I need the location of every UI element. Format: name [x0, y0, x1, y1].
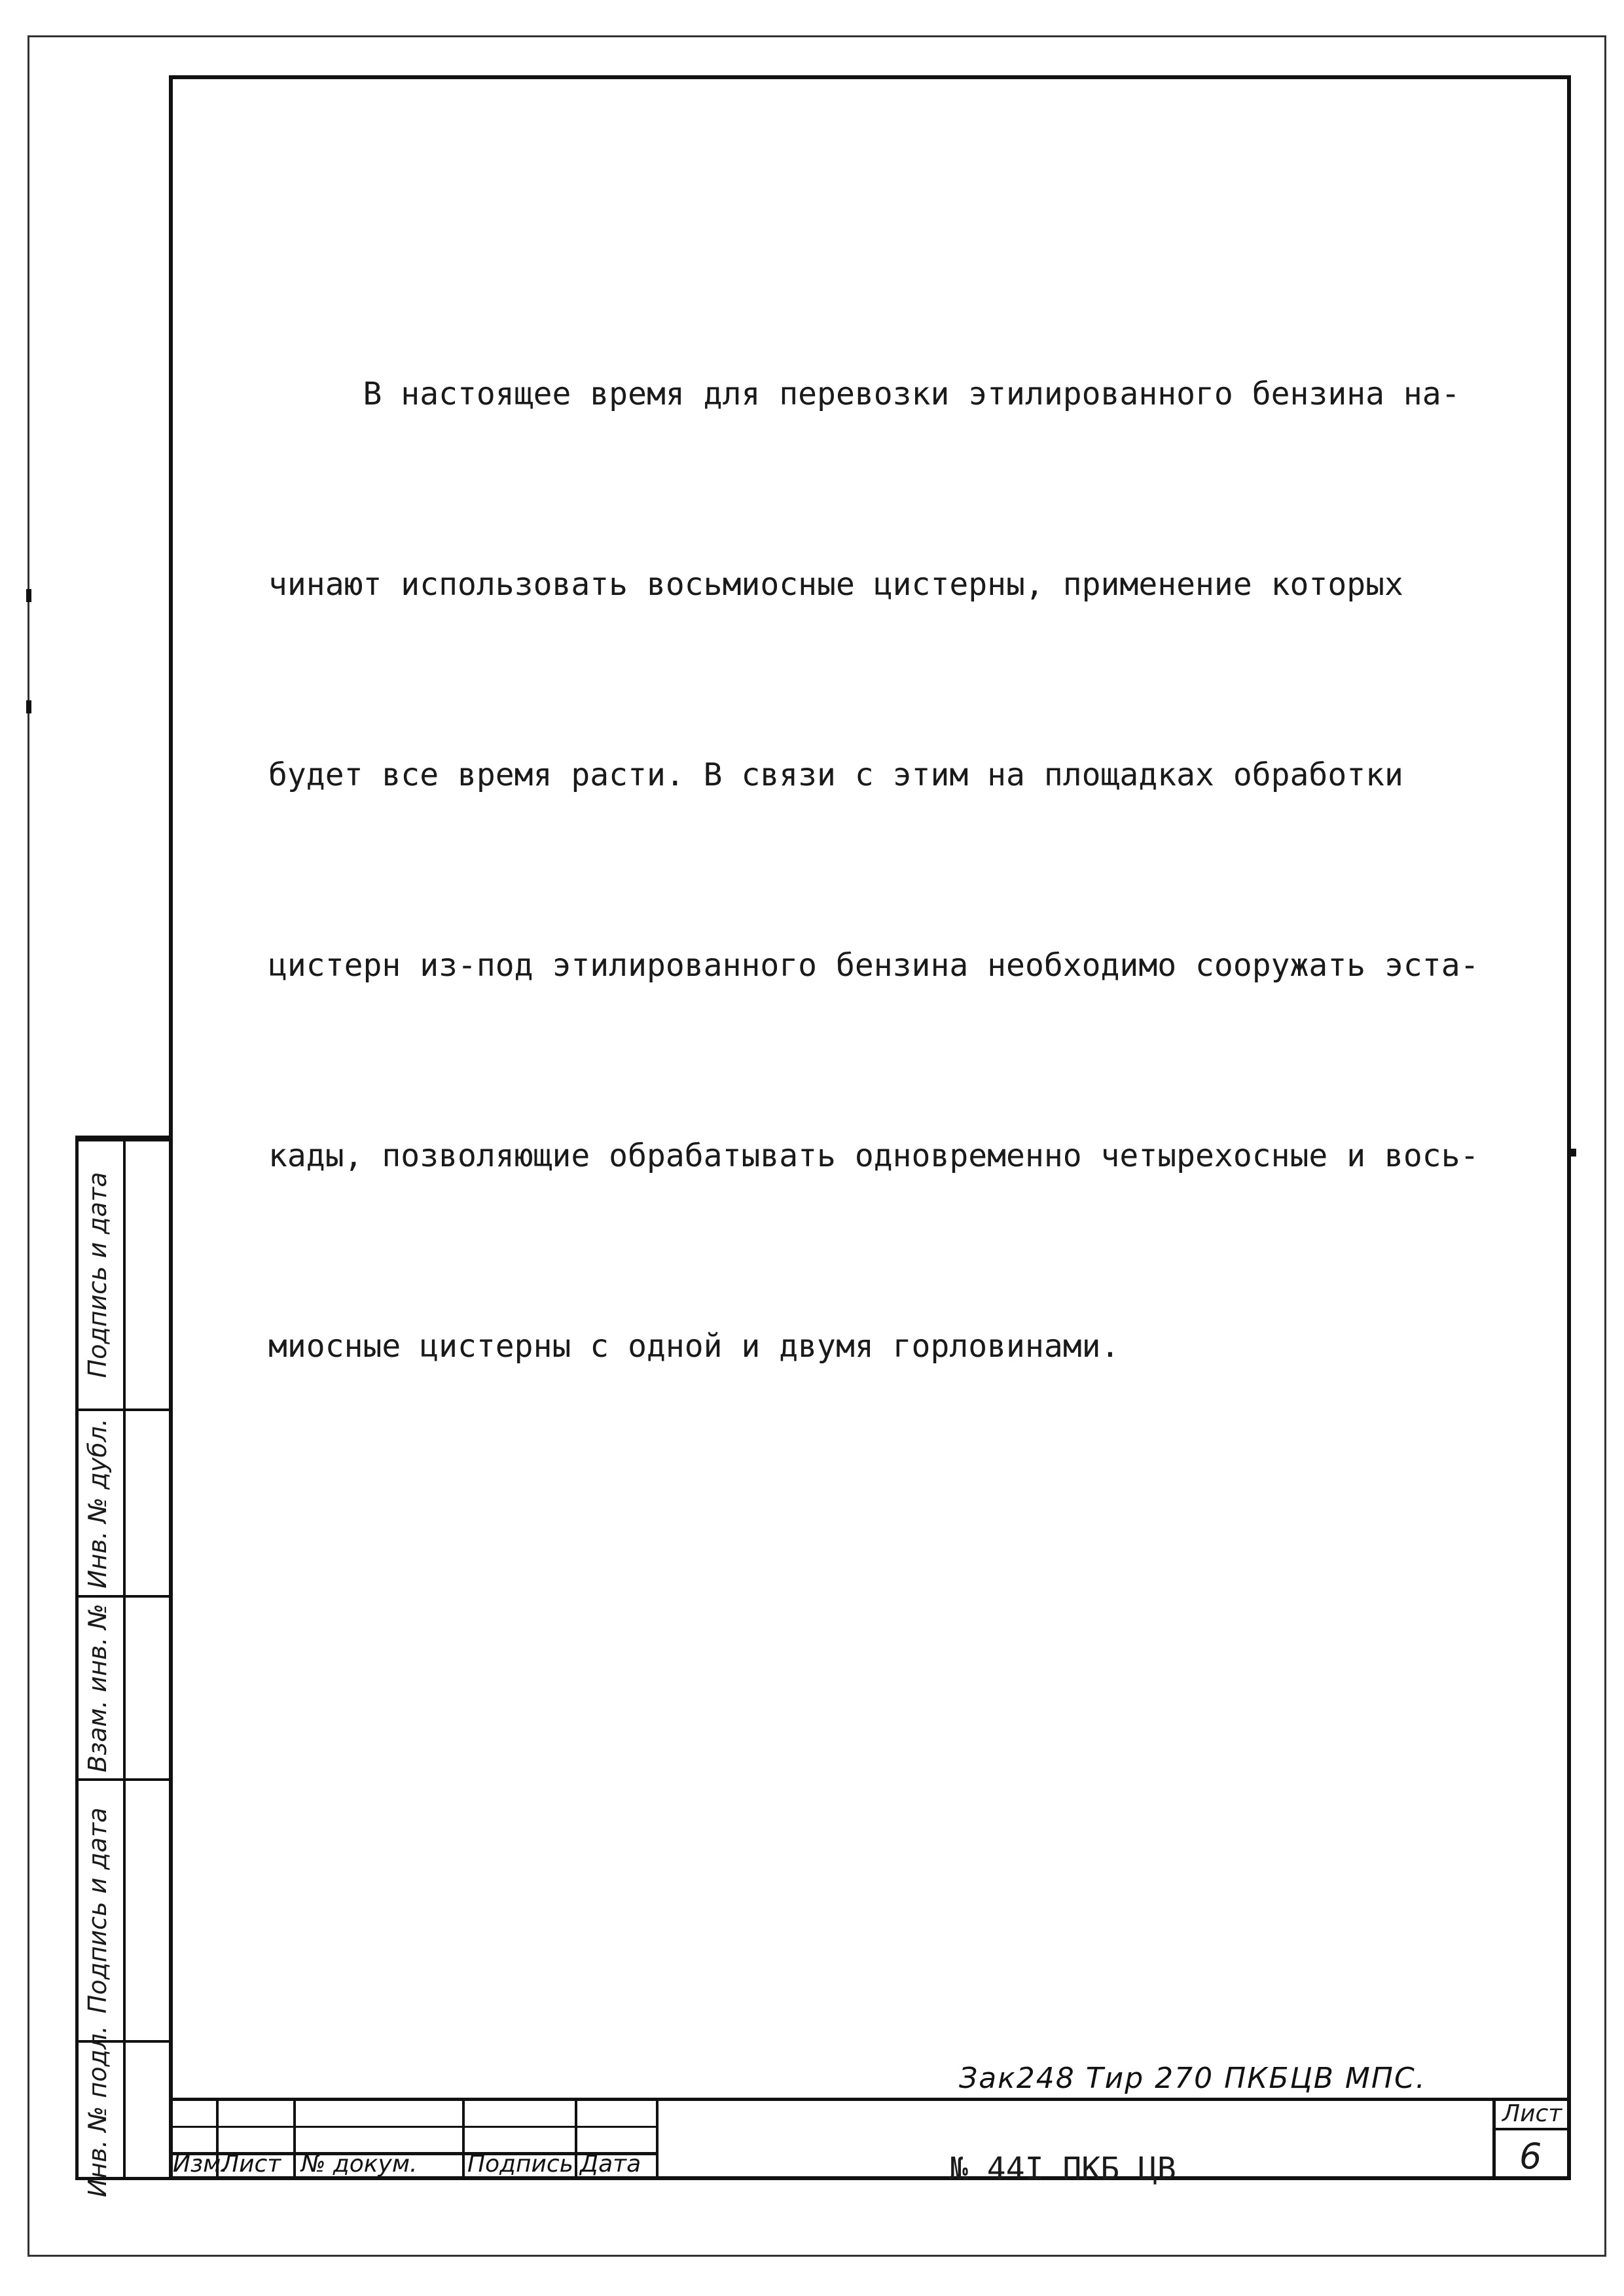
margin-stamp	[75, 1136, 169, 2198]
edge-mark	[26, 589, 31, 602]
sheet-number: 6	[1519, 2136, 1542, 2177]
order-note: Зак248 Тир 270 ПКБЦВ МПС.	[959, 2062, 1426, 2095]
revision-col-line	[656, 2101, 659, 2180]
col-header-date: Дата	[580, 2151, 641, 2178]
revision-col-line	[293, 2101, 296, 2180]
col-header-doc-number: № докум.	[301, 2151, 418, 2178]
revision-row-line	[169, 2126, 656, 2128]
body-line: цистерн из-под этилированного бензина необходимо сооружать эста-	[268, 947, 1479, 984]
sheet-label: Лист	[1502, 2100, 1562, 2127]
revision-col-line	[462, 2101, 465, 2180]
body-line: чинают использовать восьмиосные цистерны, применение которых	[268, 566, 1403, 603]
col-header-change: Изм.	[173, 2151, 228, 2178]
edge-mark	[1570, 1149, 1576, 1157]
margin-label: Подпись и дата	[83, 1807, 112, 2014]
edge-mark	[26, 700, 31, 713]
revision-table	[169, 2101, 656, 2180]
col-header-signature: Подпись	[467, 2151, 573, 2178]
body-line: кады, позволяющие обрабатывать одновременно четырехосные и вось-	[268, 1138, 1479, 1174]
title-block	[169, 2098, 1571, 2180]
col-header-sheet: Лист	[221, 2151, 281, 2178]
margin-label: Инв. № подл.	[83, 2025, 112, 2198]
body-line: миосные цистерны с одной и двумя горловинами.	[268, 1328, 1120, 1365]
body-line: В настоящее время для перевозки этилированного бензина на-	[268, 376, 1460, 412]
margin-cell-signature-date-2	[79, 1778, 169, 2040]
margin-label: Инв. № дубл.	[83, 1418, 112, 1588]
sheet-box-divider	[1496, 2128, 1571, 2130]
margin-cell-signature-date	[79, 1139, 169, 1408]
body-paragraph	[268, 236, 1525, 1442]
body-line: будет все время расти. В связи с этим на площадках обработки	[268, 757, 1403, 793]
margin-cell-dup-inv	[79, 1408, 169, 1595]
margin-label: Взам. инв. №	[83, 1603, 112, 1772]
document-code: № 44I ПКБ ЦВ	[949, 2151, 1176, 2187]
margin-cell-replace-inv	[79, 1595, 169, 1778]
margin-label: Подпись и дата	[83, 1172, 112, 1378]
sheet-number-box	[1492, 2098, 1571, 2180]
margin-cell-orig-inv	[79, 2025, 169, 2198]
revision-col-line	[575, 2101, 577, 2180]
